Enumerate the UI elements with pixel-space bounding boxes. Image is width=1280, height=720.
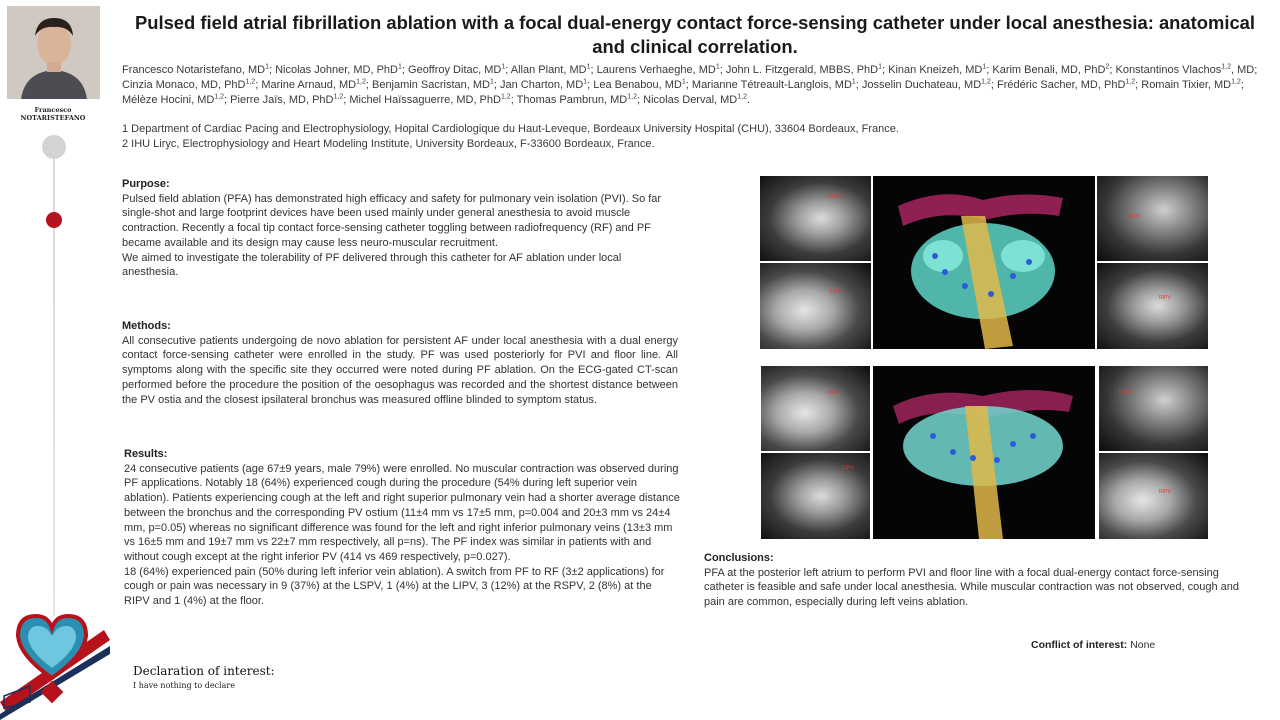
author-name: Karim Benali, MD, PhD$^2$; bbox=[992, 63, 1116, 76]
author-affiliation-marker: 1,2 bbox=[737, 93, 747, 101]
author-name: Nicolas Derval, MD$^{1,2}$. bbox=[643, 93, 751, 106]
conclusions-section bbox=[704, 551, 1254, 610]
left-atrium-3d-render bbox=[873, 176, 1095, 349]
author-name: Pierre Jaïs, MD, PhD$^{1,2}$; bbox=[230, 93, 350, 106]
presenter-first-name: Francesco bbox=[34, 106, 72, 114]
results-section bbox=[124, 447, 680, 609]
author-affiliation-marker: 1,2 bbox=[500, 93, 511, 101]
author-affiliation-marker: 1,2 bbox=[627, 93, 637, 101]
author-name: Michel Haïssaguerre, MD, PhD$^{1,2}$; bbox=[349, 93, 517, 106]
author-affiliation-marker: 2 bbox=[1105, 63, 1110, 71]
conflict-value: None bbox=[1130, 639, 1156, 651]
presenter-name bbox=[0, 106, 106, 122]
poster-title: Pulsed field atrial fibrillation ablation with a focal dual-energy contact force-sensing catheter under local anesthesia: anatomical and clinical correlation. bbox=[134, 12, 1256, 57]
ct-scan-rspv-image-2 bbox=[1099, 366, 1208, 451]
presenter-last-name: NOTARISTEFANO bbox=[20, 114, 86, 122]
purpose-text-1: Pulsed field ablation (PFA) has demonstrated high efficacy and safety for pulmonary vein isolation (PVI). So far single-shot and large footprint devices have been used mainly under general anesthesia to avoid muscle contraction. Recently a focal tip contact force-sensing catheter toggling between radiofrequency (RF) and PF became available and its design may cause less neuro-muscular recruitment. bbox=[122, 192, 662, 249]
ct-scan-lipv-image bbox=[760, 263, 871, 349]
ct-label-lipv-2: LIPV bbox=[843, 465, 854, 471]
declaration-title: Declaration of interest: bbox=[133, 664, 275, 678]
author-name: Mélèze Hocini, MD$^{1,2}$; bbox=[122, 93, 231, 106]
ct-scan-ripv-image-2 bbox=[1099, 453, 1208, 539]
author-affiliation-marker: 1,2 bbox=[1125, 78, 1136, 86]
author-affiliation-marker: 1,2 bbox=[1231, 78, 1241, 86]
author-affiliation-marker: 1,2 bbox=[214, 93, 225, 101]
ct-label-rspv: RSPV bbox=[1127, 214, 1141, 220]
purpose-heading: Purpose: bbox=[122, 178, 170, 190]
conclusions-text: PFA at the posterior left atrium to perform PVI and floor line with a focal dual-energy contact force-sensing catheter is feasible and safe under local anesthesia. While muscular contraction was not observed, cough and pain are common, especially during left veins ablation. bbox=[704, 566, 1240, 609]
author-name: Thomas Pambrun, MD$^{1,2}$; bbox=[516, 93, 644, 106]
author-affiliation-marker: 1 bbox=[982, 63, 987, 71]
sidebar bbox=[0, 0, 110, 720]
declaration-text: I have nothing to declare bbox=[133, 681, 235, 690]
methods-text: All consecutive patients undergoing de novo ablation for persistent AF under local anesthesia with a dual energy contact force-sensing catheter were enrolled in the study. PF was used posteriorly for PVI and floor line. All symptoms along with the specific site they occurred were noted during PF ablation. On the ECG-gated CT-scan performed before the procedure the position of the oesophagus was recorded and the shortest distance between the PV ostia and the closest ipsilateral bronchus was measured offline blinded to symptom status. bbox=[122, 334, 678, 406]
ct-label-ripv: RIPV bbox=[1159, 295, 1171, 301]
author-affiliation-marker: 1 bbox=[489, 78, 494, 86]
author-affiliation-marker: 1 bbox=[681, 78, 686, 86]
author-list bbox=[122, 63, 1262, 108]
author-name: Benjamin Sacristan, $MD^1$; bbox=[371, 78, 501, 91]
ct-label-lspv-2: LSPV bbox=[827, 390, 840, 396]
author-name: Jan Charton, $MD^1$; bbox=[500, 78, 594, 91]
author-affiliation-marker: 1 bbox=[265, 63, 269, 71]
author-name: Nicolas Johner, MD, PhD$^1$; bbox=[275, 63, 409, 76]
affiliation-2: 2 IHU Liryc, Electrophysiology and Heart Modeling Institute, University Bordeaux, F-33600 Bordeaux, France. bbox=[122, 138, 655, 150]
author-affiliation-marker: 1 bbox=[397, 63, 402, 71]
author-name: Laurens Verhaeghe, $MD^1$; bbox=[596, 63, 726, 76]
author-name: Geoffroy Ditac, $MD^1$; bbox=[408, 63, 511, 76]
author-name: Marine Arnaud, MD$^{1,2}$; bbox=[261, 78, 372, 91]
author-affiliation-marker: 1,2 bbox=[1221, 63, 1232, 71]
author-affiliation-marker: 1,2 bbox=[981, 78, 991, 86]
author-name: Frédéric Sacher, MD, PhD$^{1,2}$; bbox=[997, 78, 1142, 91]
ct-label-ripv-2: RIPV bbox=[1159, 489, 1171, 495]
author-name: Francesco Notaristefano, $MD^1$; bbox=[122, 63, 276, 76]
author-name: Lea Benabou, $MD^1$; bbox=[593, 78, 692, 91]
author-affiliation-marker: 1,2 bbox=[245, 78, 256, 86]
author-name: Romain Tixier, MD$^{1,2}$; bbox=[1141, 78, 1244, 91]
ct-scan-ripv-image bbox=[1097, 263, 1208, 349]
results-text-1: 24 consecutive patients (age 67±9 years, male 79%) were enrolled. No muscular contraction was observed during PF applications. Notably 18 (64%) experienced cough during the procedure (54% during left superior vein ablation). Patients experiencing cough at the left and right superior pulmonary vein had a shorter average distance between the bronchus and the corresponding PV ostium (11±4 mm vs 17±5 mm, p=0.004 and 20±3 mm vs 24±4 mm, p=0.05) whereas no significant difference was found for the left and right inferior pulmonary veins (13±3 mm vs 16±5 mm and 19±7 mm vs 22±7 mm respectively, all p=ns). The PF index was similar in patients with and without cough except at the right inferior PV (414 vs 469 respectively, p=0.027). bbox=[124, 462, 680, 563]
ct-label-lspv: LSPV bbox=[828, 194, 841, 200]
results-text-2: 18 (64%) experienced pain (50% during left inferior vein ablation). A switch from PF to RF (3±2 applications) for cough or pain was necessary in 9 (37%) at the LSPV, 1 (4%) at the LIPV, 3 (12%) at the RSPV, 2 (8%) at the RIPV and 1 (4%) at the floor. bbox=[124, 565, 665, 608]
ct-scan-lspv-image-2 bbox=[761, 366, 870, 451]
author-affiliation-marker: 1 bbox=[851, 78, 856, 86]
author-name: Konstantinos Vlachos$^{1,2}$, MD; bbox=[1115, 63, 1258, 76]
author-affiliation-marker: 1 bbox=[715, 63, 720, 71]
conclusions-heading: Conclusions: bbox=[704, 552, 774, 564]
heart-logo bbox=[0, 606, 110, 720]
author-affiliation-marker: 1 bbox=[501, 63, 506, 71]
ct-label-rspv-2: RSPV bbox=[1119, 390, 1133, 396]
ct-scan-lipv-image-2 bbox=[761, 453, 870, 539]
affiliation-1: 1 Department of Cardiac Pacing and Electrophysiology, Hopital Cardiologique du Haut-Leveque, Bordeaux University Hospital (CHU), 33604 Bordeaux, France. bbox=[122, 123, 899, 135]
author-affiliation-marker: 1,2 bbox=[333, 93, 344, 101]
author-name: Cinzia Monaco, MD, PhD$^{1,2}$; bbox=[122, 78, 262, 91]
author-affiliation-marker: 1 bbox=[586, 63, 591, 71]
author-affiliation-marker: 1 bbox=[583, 78, 588, 86]
ct-scan-lspv-image bbox=[760, 176, 871, 261]
author-name: John L. Fitzgerald, MBBS, PhD$^1$; bbox=[725, 63, 889, 76]
conflict-of-interest bbox=[1031, 639, 1155, 651]
author-name: Marianne Tétreault-Langlois, $MD^1$; bbox=[691, 78, 862, 91]
affiliations bbox=[122, 122, 1022, 152]
methods-section bbox=[122, 319, 678, 407]
presenter-photo bbox=[7, 6, 100, 99]
purpose-text-2: We aimed to investigate the tolerability of PF delivered through this catheter for AF ablation under local anesthesia. bbox=[122, 251, 622, 279]
ct-label-lipv: LIPV bbox=[830, 289, 841, 295]
timeline-dot-active[interactable] bbox=[46, 212, 62, 228]
author-name: Allan Plant, $MD^1$; bbox=[510, 63, 597, 76]
results-heading: Results: bbox=[124, 448, 168, 460]
conflict-label: Conflict of interest: bbox=[1031, 639, 1128, 651]
declaration-of-interest bbox=[133, 664, 275, 690]
author-affiliation-marker: 1 bbox=[878, 63, 883, 71]
left-atrium-3d-render-2 bbox=[873, 366, 1095, 539]
ct-scan-rspv-image bbox=[1097, 176, 1208, 261]
author-affiliation-marker: 1,2 bbox=[356, 78, 366, 86]
methods-heading: Methods: bbox=[122, 320, 171, 332]
purpose-section bbox=[122, 177, 678, 280]
timeline-dot-inactive[interactable] bbox=[42, 135, 66, 159]
author-name: Kinan Kneizeh, $MD^1$; bbox=[888, 63, 993, 76]
author-name: Josselin Duchateau, MD$^{1,2}$; bbox=[861, 78, 998, 91]
